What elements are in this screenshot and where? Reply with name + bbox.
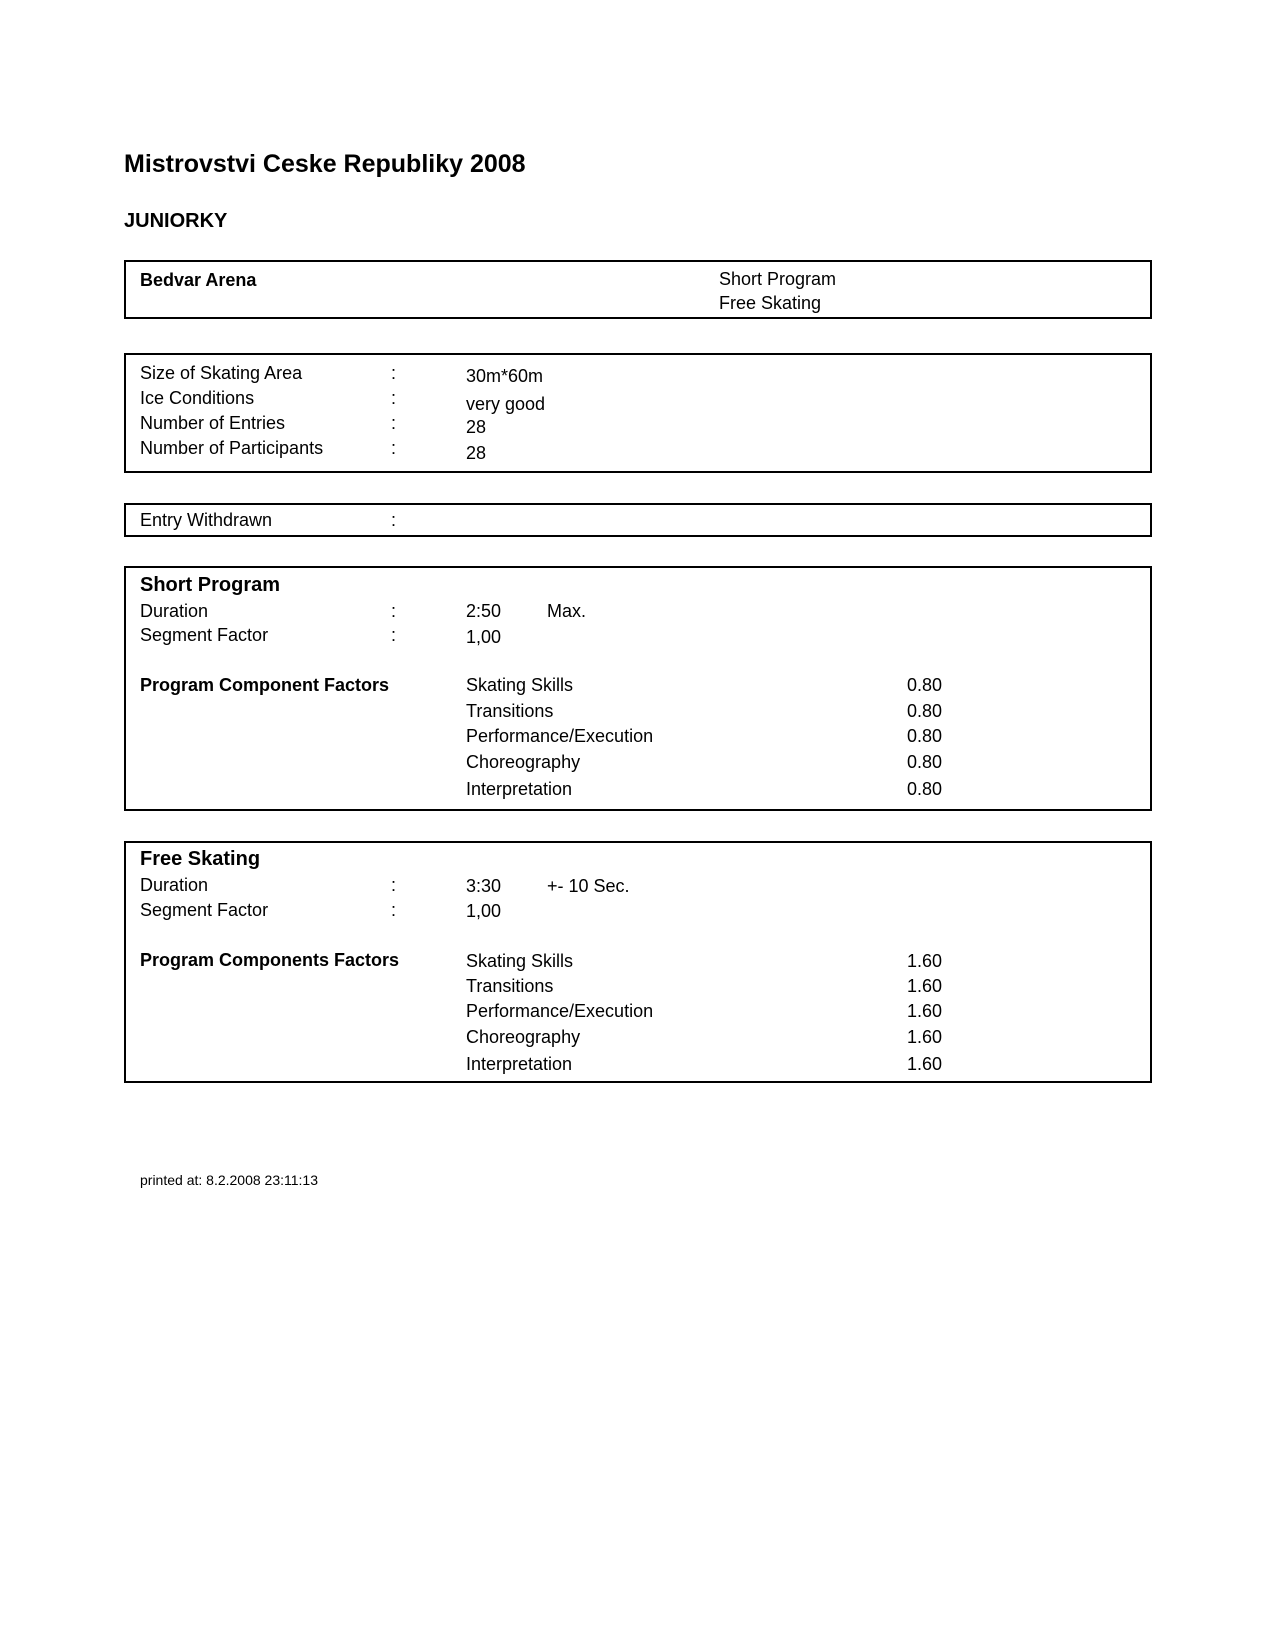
duration-value: 3:30 (466, 876, 502, 896)
category-title: JUNIORKY (124, 210, 228, 232)
withdrawn-colon: : (391, 510, 397, 530)
components-label: Program Components Factors (140, 950, 400, 970)
component-name: Choreography (466, 1027, 581, 1047)
segment-factor-value: 1,00 (466, 901, 502, 921)
info-colon: : (391, 413, 397, 433)
short-program-heading: Short Program (140, 574, 281, 596)
venue-segment: Short Program (719, 269, 837, 289)
info-value: 30m*60m (466, 366, 544, 386)
component-name: Skating Skills (466, 951, 574, 971)
component-factor: 0.80 (907, 752, 943, 772)
component-name: Interpretation (466, 779, 573, 799)
component-name: Performance/Execution (466, 726, 654, 746)
duration-value: 2:50 (466, 601, 502, 621)
component-factor: 1.60 (907, 1054, 943, 1074)
duration-label: Duration (140, 875, 209, 895)
info-box (124, 353, 1152, 473)
venue-name: Bedvar Arena (140, 270, 257, 290)
duration-label: Duration (140, 601, 209, 621)
component-factor: 1.60 (907, 951, 943, 971)
printed-timestamp: printed at: 8.2.2008 23:11:13 (140, 1172, 318, 1188)
component-factor: 0.80 (907, 701, 943, 721)
component-name: Choreography (466, 752, 581, 772)
component-factor: 0.80 (907, 779, 943, 799)
venue-segment: Free Skating (719, 293, 822, 313)
withdrawn-box (124, 503, 1152, 537)
segment-factor-value: 1,00 (466, 627, 502, 647)
component-name: Transitions (466, 976, 554, 996)
info-value: 28 (466, 417, 487, 437)
info-value: very good (466, 394, 546, 414)
info-colon: : (391, 388, 397, 408)
components-label: Program Component Factors (140, 675, 390, 695)
component-factor: 0.80 (907, 675, 943, 695)
duration-colon: : (391, 601, 397, 621)
withdrawn-label: Entry Withdrawn (140, 510, 273, 530)
segment-factor-colon: : (391, 900, 397, 920)
info-label: Number of Participants (140, 438, 324, 458)
component-factor: 1.60 (907, 976, 943, 996)
component-factor: 1.60 (907, 1001, 943, 1021)
component-name: Interpretation (466, 1054, 573, 1074)
info-label: Size of Skating Area (140, 363, 303, 383)
component-factor: 0.80 (907, 726, 943, 746)
component-name: Performance/Execution (466, 1001, 654, 1021)
duration-note: Max. (547, 601, 587, 621)
info-value: 28 (466, 443, 487, 463)
component-name: Transitions (466, 701, 554, 721)
info-label: Number of Entries (140, 413, 286, 433)
page-title: Mistrovstvi Ceske Republiky 2008 (124, 150, 526, 178)
segment-factor-label: Segment Factor (140, 625, 269, 645)
venue-box (124, 260, 1152, 319)
free-skating-box (124, 841, 1152, 1083)
segment-factor-label: Segment Factor (140, 900, 269, 920)
duration-note: +- 10 Sec. (547, 876, 630, 896)
duration-colon: : (391, 875, 397, 895)
segment-factor-colon: : (391, 625, 397, 645)
info-colon: : (391, 363, 397, 383)
info-colon: : (391, 438, 397, 458)
info-label: Ice Conditions (140, 388, 255, 408)
free-skating-heading: Free Skating (140, 848, 261, 870)
component-name: Skating Skills (466, 675, 574, 695)
short-program-box (124, 566, 1152, 811)
component-factor: 1.60 (907, 1027, 943, 1047)
